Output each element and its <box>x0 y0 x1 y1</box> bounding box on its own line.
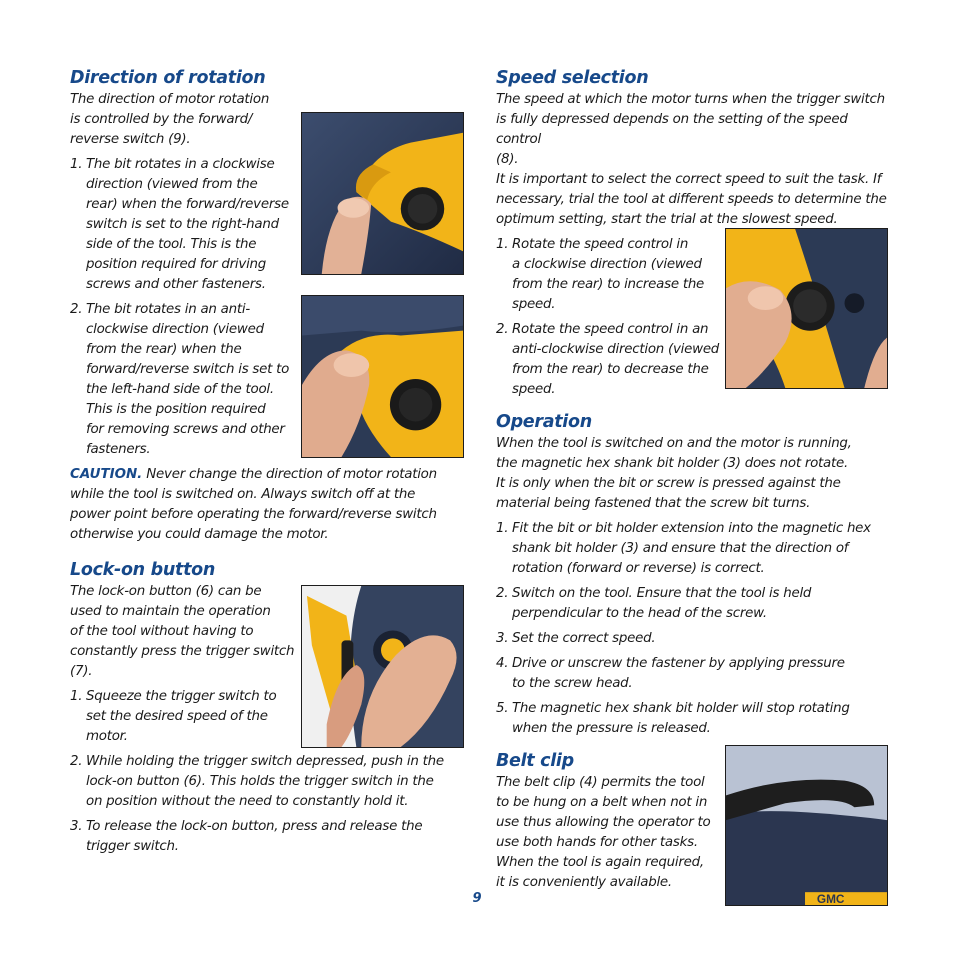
page-number: 9 <box>472 891 482 906</box>
forward-reverse-switch-left-photo <box>301 295 464 458</box>
direction-step-2: 2. The bit rotates in an anti- clockwise direction (viewed from the rear) when the forward/reverse switch is set to the left-hand side of the tool. This is the position required for removing screws and other fasteners. <box>70 302 290 457</box>
operation-section <box>496 410 890 739</box>
belt-clip-heading: Belt clip <box>496 751 574 771</box>
lock-on-intro: The lock-on button (6) can be used to maintain the operation of the tool without having to constantly press the trigger switch (7). <box>70 584 295 679</box>
speed-control-photo <box>725 228 888 389</box>
forward-reverse-switch-photo-icon <box>302 113 463 274</box>
brand-logo-text: GMC <box>816 892 845 905</box>
caution-label: CAUTION. <box>70 467 143 482</box>
speed-step-1: 1. Rotate the speed control in a clockwise direction (viewed from the rear) to increase the speed. <box>496 237 705 312</box>
direction-intro: The direction of motor rotation is controlled by the forward/ reverse switch (9). <box>70 92 270 147</box>
operation-step-1: 1. Fit the bit or bit holder extension into the magnetic hex shank bit holder (3) and ensure that the direction of rotation (forward or reverse) is correct. <box>496 521 871 576</box>
speed-intro: The speed at which the motor turns when the trigger switch is fully depressed depends on the setting of the speed control (8). It is important to select the correct speed to suit the task. If necessary, trial the tool at different speeds to determine the optimum setting, start the trial at the slowest speed. <box>496 92 887 227</box>
belt-clip-photo-icon <box>726 746 887 905</box>
speed-step-2: 2. Rotate the speed control in an anti-clockwise direction (viewed from the rear) to decrease the speed. <box>496 322 720 397</box>
speed-selection-heading: Speed selection <box>496 68 649 88</box>
belt-clip-photo <box>725 745 888 906</box>
caution-note: CAUTION. Never change the direction of motor rotation while the tool is switched on. Always switch off at the power point before operating the forward/reverse switch otherwise you could damage the motor. <box>70 467 437 542</box>
lock-on-heading: Lock-on button <box>70 560 216 580</box>
direction-of-rotation-heading: Direction of rotation <box>70 68 266 88</box>
lock-on-step-2: 2. While holding the trigger switch depressed, push in the lock-on button (6). This holds the trigger switch in the on position without the need to constantly hold it. <box>70 754 444 809</box>
operation-steps <box>496 519 890 739</box>
lock-on-step-1: 1. Squeeze the trigger switch to set the desired speed of the motor. <box>70 689 277 744</box>
operation-step-4: 4. Drive or unscrew the fastener by applying pressure to the screw head. <box>496 656 845 691</box>
operation-step-2: 2. Switch on the tool. Ensure that the tool is held perpendicular to the head of the screw. <box>496 586 812 621</box>
belt-clip-intro: The belt clip (4) permits the tool to be hung on a belt when not in use thus allowing the operator to use both hands for other tasks. When the tool is again required, it is conveniently available. <box>496 775 711 890</box>
direction-step-1: 1. The bit rotates in a clockwise direction (viewed from the rear) when the forward/reverse switch is set to the right-hand side of the tool. This is the position required for driving screws and other fasteners. <box>70 157 289 292</box>
lock-on-button-photo-icon <box>302 586 463 747</box>
forward-reverse-switch-right-photo <box>301 112 464 275</box>
forward-reverse-switch-photo-icon <box>302 296 463 457</box>
operation-intro: When the tool is switched on and the motor is running, the magnetic hex shank bit holder (3) does not rotate. It is only when the bit or screw is pressed against the material being fastened that the screw bit turns. <box>496 436 852 511</box>
lock-on-step-3: 3. To release the lock-on button, press and release the trigger switch. <box>70 819 423 854</box>
operation-heading: Operation <box>496 412 592 432</box>
operation-step-3: 3. Set the correct speed. <box>496 631 656 646</box>
operation-step-5: 5. The magnetic hex shank bit holder will stop rotating when the pressure is released. <box>496 701 850 736</box>
lock-on-button-photo <box>301 585 464 748</box>
speed-control-photo-icon <box>726 229 887 388</box>
